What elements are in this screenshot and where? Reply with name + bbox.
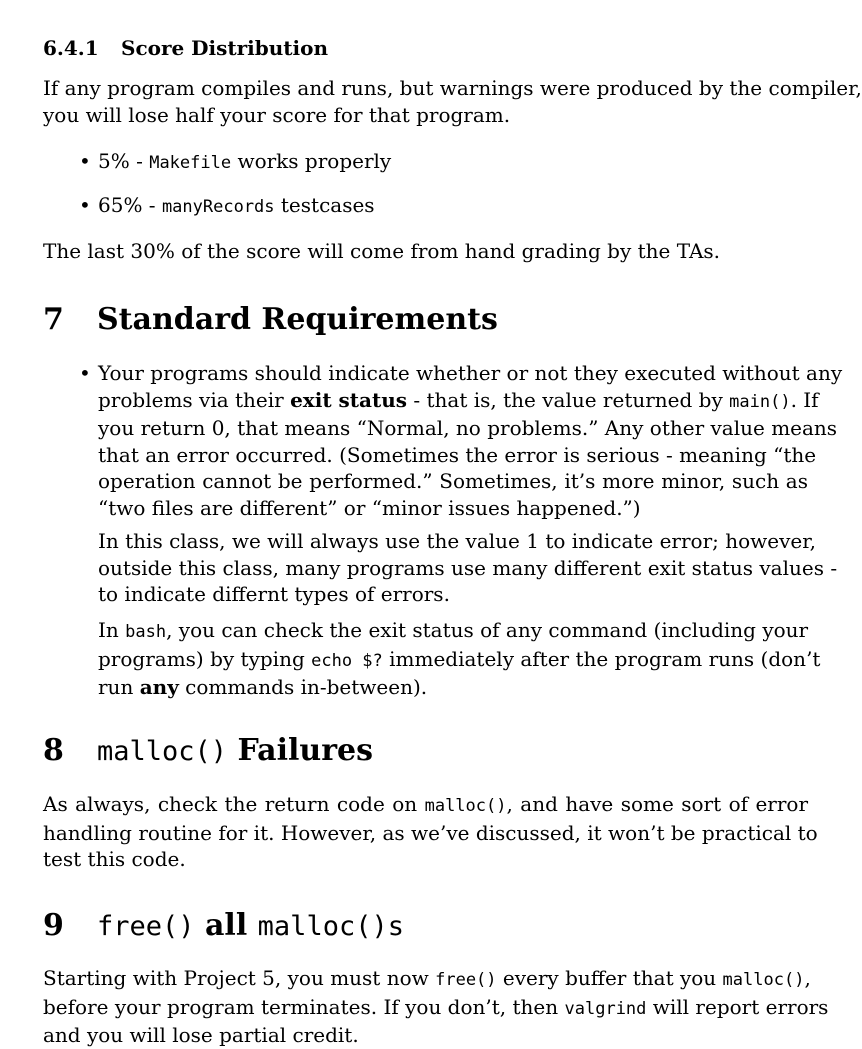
section-heading-8: 8 malloc() Failures bbox=[43, 733, 373, 768]
bullet-icon: • bbox=[79, 361, 91, 385]
section-heading-9: 9 free() all malloc()s bbox=[43, 908, 404, 943]
score-paragraph: If any program compiles and runs, but warnings were produced by the compiler, you will lose half your score for that program. bbox=[43, 76, 862, 127]
section-number: 9 bbox=[43, 908, 64, 943]
exit-status-paragraph: In this class, we will always use the value 1 to indicate error; however, outside this class, many programs use many different exit status values - to indicate differnt types of errors. bbox=[98, 529, 838, 606]
subsection-number: 6.4.1 bbox=[43, 36, 99, 60]
bash-paragraph: In bash, you can check the exit status of any command (including your programs) by typing echo $? immediately after the program runs (don’t run any commands in-between). bbox=[98, 618, 821, 699]
free-paragraph: Starting with Project 5, you must now free() every buffer that you malloc(), before your program terminates. If you don’t, then valgrind will report errors and you will lose partial credit. bbox=[43, 966, 829, 1047]
bullet-icon: • bbox=[79, 193, 91, 217]
section-title: Standard Requirements bbox=[97, 302, 498, 337]
bullet-icon: • bbox=[79, 149, 91, 173]
section-number: 8 bbox=[43, 733, 64, 768]
closing-paragraph: The last 30% of the score will come from hand grading by the TAs. bbox=[43, 239, 721, 263]
subsection-heading-6-4-1 bbox=[43, 36, 328, 60]
section-number: 7 bbox=[43, 302, 64, 337]
section-heading-7 bbox=[43, 302, 498, 337]
subsection-title: Score Distribution bbox=[121, 36, 329, 60]
malloc-paragraph: As always, check the return code on malloc(), and have some sort of error handling routine for it. However, as we’ve discussed, it won’t be practical to test this code. bbox=[43, 792, 818, 871]
